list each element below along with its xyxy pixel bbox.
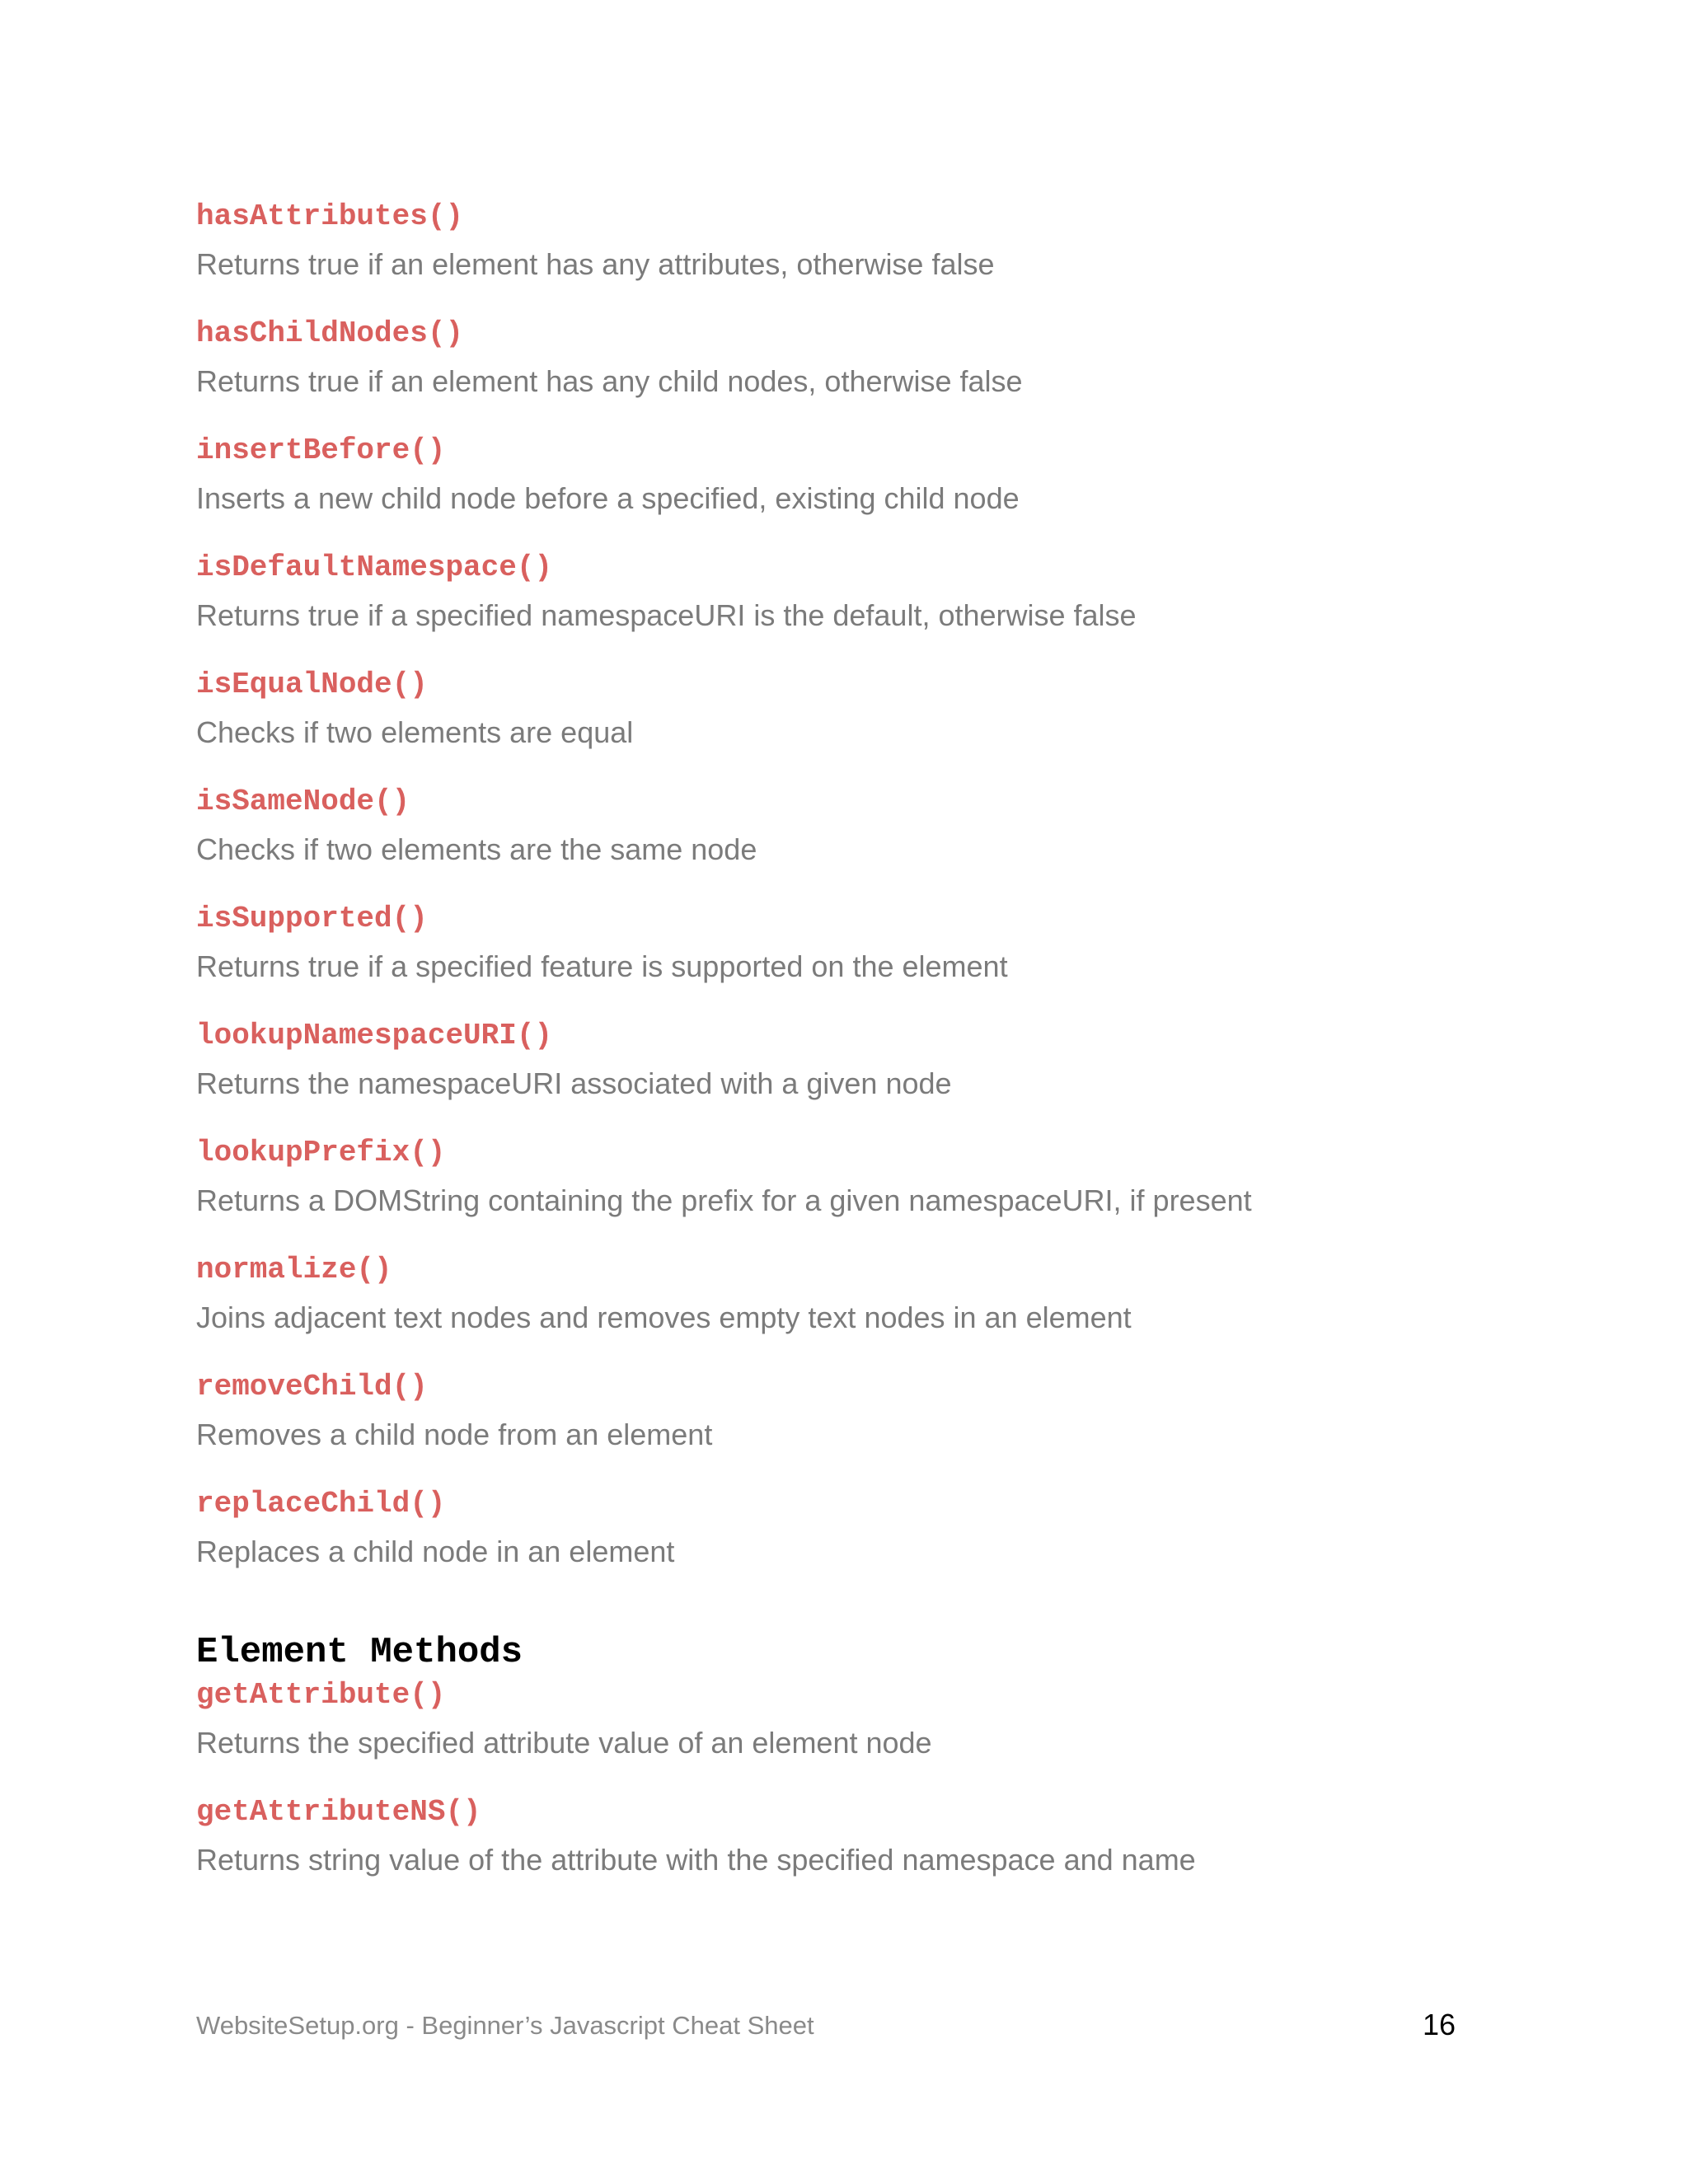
method-name: hasAttributes() [196,199,464,233]
method-entry [196,196,1482,285]
method-description: Removes a child node from an element [196,1418,713,1451]
method-entry [196,313,1482,402]
method-description: Checks if two elements are the same node [196,832,757,866]
method-description: Checks if two elements are equal [196,715,634,749]
method-description: Returns the namespaceURI associated with a given node [196,1066,952,1100]
method-entry [196,1132,1482,1221]
method-description: Returns a DOMString containing the prefix for a given namespaceURI, if present [196,1183,1252,1217]
method-name: normalize() [196,1253,392,1286]
section-heading: Element Methods [196,1632,523,1673]
method-name: insertBefore() [196,434,446,467]
node-methods-list [196,196,1482,1572]
method-description: Returns true if a specified feature is supported on the element [196,949,1008,983]
method-name: replaceChild() [196,1487,446,1521]
method-entry [196,1015,1482,1104]
method-name: getAttributeNS() [196,1795,481,1829]
method-name: getAttribute() [196,1678,446,1712]
method-name: removeChild() [196,1370,428,1404]
method-entry [196,1249,1482,1338]
method-name: hasChildNodes() [196,316,464,350]
method-entry [196,430,1482,519]
element-methods-list [196,1675,1482,1881]
method-entry [196,781,1482,870]
method-entry [196,1366,1482,1455]
method-entry [196,664,1482,753]
method-description: Inserts a new child node before a specified, existing child node [196,481,1020,515]
method-description: Replaces a child node in an element [196,1535,675,1568]
method-description: Returns true if an element has any child nodes, otherwise false [196,364,1023,398]
method-name: isSupported() [196,902,428,935]
method-entry [196,547,1482,636]
method-description: Returns true if a specified namespaceURI is the default, otherwise false [196,598,1137,632]
method-name: isDefaultNamespace() [196,551,553,584]
method-name: isEqualNode() [196,668,428,701]
page-content [196,196,1482,1909]
method-entry [196,1483,1482,1572]
page-number: 16 [1422,2008,1456,2041]
method-entry [196,1792,1482,1881]
method-description: Returns true if an element has any attributes, otherwise false [196,247,995,281]
method-entry [196,898,1482,987]
footer-text: WebsiteSetup.org - Beginner’s Javascript Cheat Sheet [196,2011,814,2040]
method-description: Returns the specified attribute value of an element node [196,1726,932,1760]
method-description: Returns string value of the attribute with the specified namespace and name [196,1843,1196,1877]
method-description: Joins adjacent text nodes and removes empty text nodes in an element [196,1301,1132,1334]
method-name: lookupPrefix() [196,1136,446,1169]
method-name: lookupNamespaceURI() [196,1019,553,1052]
method-name: isSameNode() [196,785,410,818]
method-entry [196,1675,1482,1764]
